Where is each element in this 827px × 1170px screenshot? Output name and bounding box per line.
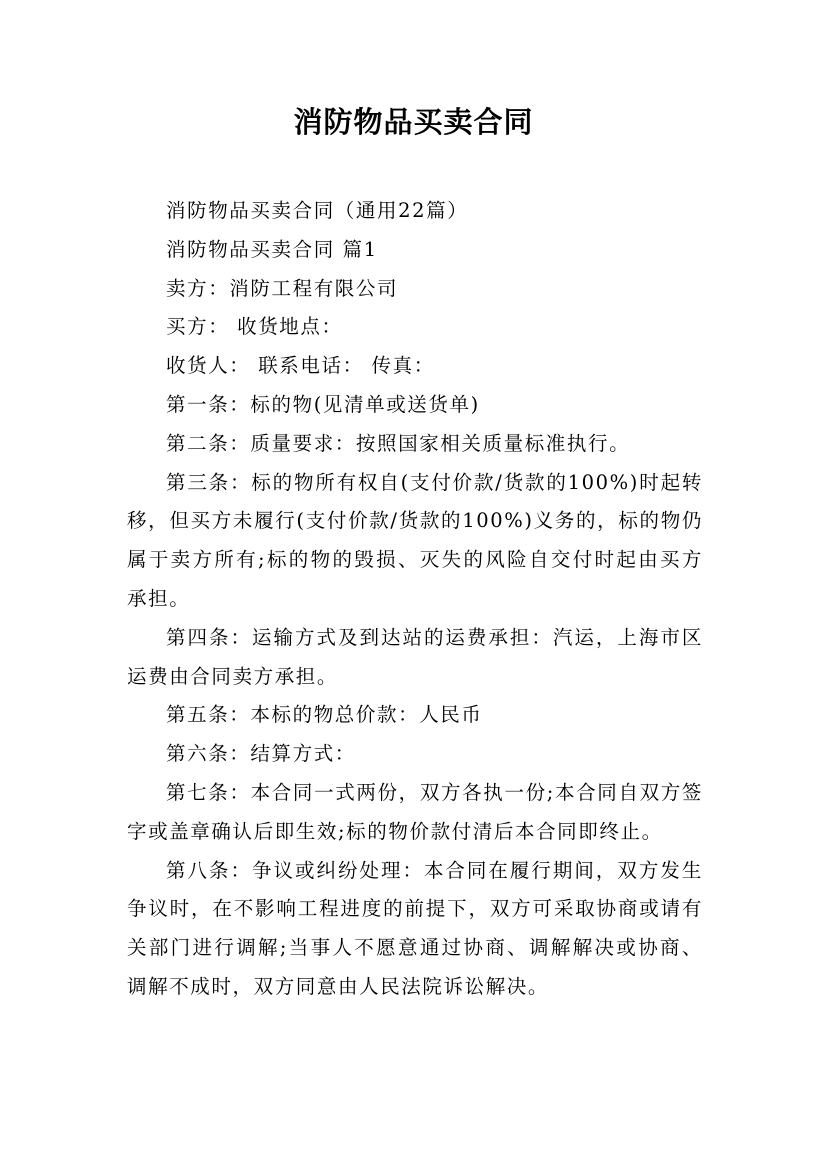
paragraph-article-heading: 消防物品买卖合同 篇1: [166, 237, 378, 261]
paragraph-clause-3: 第三条：标的物所有权自(支付价款/货款的100%)时起转移，但买方未履行(支付价款/货款的100%)义务的，标的物仍属于卖方所有;标的物的毁损、灭失的风险自交付时起由买方承担。: [127, 470, 703, 610]
paragraph-clause-2: 第二条：质量要求：按照国家相关质量标准执行。: [166, 431, 631, 455]
paragraph-clause-6: 第六条：结算方式：: [166, 742, 356, 766]
document-body: [127, 192, 703, 1007]
paragraph-buyer: 买方： 收货地点：: [166, 315, 343, 339]
document-title: 消防物品买卖合同: [293, 105, 534, 139]
paragraph-clause-8: 第八条：争议或纠纷处理：本合同在履行期间，双方发生争议时，在不影响工程进度的前提下，双方可采取协商或请有关部门进行调解;当事人不愿意通过协商、调解解决或协商、调解不成时，双方同意由人民法院诉讼解决。: [127, 858, 703, 998]
paragraph-subtitle: 消防物品买卖合同（通用22篇）: [166, 199, 469, 222]
paragraph-clause-5: 第五条：本标的物总价款：人民币: [166, 703, 483, 727]
paragraph-consignee: 收货人： 联系电话： 传真：: [166, 354, 435, 378]
paragraph-clause-7: 第七条：本合同一式两份，双方各执一份;本合同自双方签字或盖章确认后即生效;标的物价款付清后本合同即终止。: [127, 780, 703, 843]
paragraph-seller: 卖方：消防工程有限公司: [166, 276, 399, 300]
paragraph-clause-1: 第一条：标的物(见清单或送货单): [166, 392, 480, 416]
paragraph-clause-4: 第四条：运输方式及到达站的运费承担：汽运，上海市区运费由合同卖方承担。: [127, 625, 703, 688]
